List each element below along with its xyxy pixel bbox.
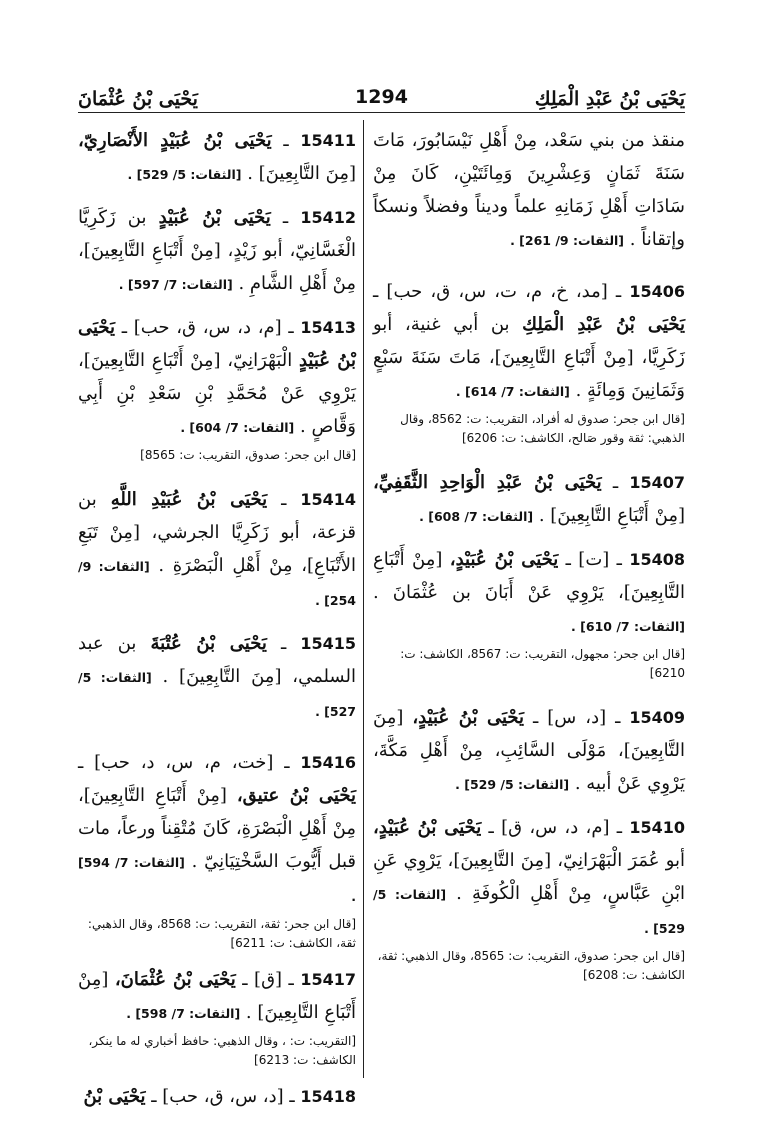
entry-number: 15406	[629, 282, 685, 301]
entry-text: بن قزعة، أبو زَكَرِيَّا الجرشي، [مِنْ تَبَعِ الأَتْبَاعِ]، مِنْ أَهْلِ الْبَصْرَةِ .	[78, 489, 356, 576]
entry-name: يَحْيَى بْنُ	[83, 1086, 146, 1107]
entry-number: 15408	[629, 550, 685, 569]
entry-text: [مِنْ أَتْبَاعِ التَّابِعِينَ] .	[538, 505, 685, 526]
entry-code: ـ [ت] ـ	[558, 549, 630, 570]
entry-15409	[373, 701, 685, 801]
thiqat-ref: [الثقات: 5/ 529] .	[455, 777, 570, 792]
thiqat-ref: [الثقات: 9/ 261] .	[510, 233, 625, 248]
entry-15418	[78, 1080, 356, 1113]
thiqat-ref: [الثقات: 9/ 254] .	[78, 559, 356, 608]
running-title-left: يَحْيَى بْنُ عُثْمَانَ	[78, 88, 198, 110]
entry-number: 15412	[300, 208, 356, 227]
entry-code: ـ	[601, 472, 630, 493]
entry-code: ـ [مد، خ، م، ت، س، ق، حب] ـ	[373, 281, 630, 302]
entry-continuation	[373, 124, 685, 257]
entry-note: [قال ابن جحر: مجهول، التقريب: ت: 8567، الكاشف: ت: 6210]	[400, 647, 685, 680]
entry-code: ـ [ق] ـ	[235, 969, 301, 990]
entry-text: أبو عُمَرَ الْبَهْرَانِيّ، [مِنَ التَّابِعِينَ]، يَرْوِي عَنِ ابْنِ عَبَّاسٍ، مِنْ أَهْلِ الْكُوفَةِ .	[373, 850, 685, 904]
entry-15416	[78, 746, 356, 953]
thiqat-ref: [الثقات: 7/ 608] .	[419, 509, 534, 524]
entry-code: ـ	[267, 489, 301, 510]
entry-15417	[78, 963, 356, 1070]
entry-name: يَحْيَى بْنُ عُبَيْدِ اللَّهِ	[110, 489, 268, 510]
page-number: 1294	[355, 86, 408, 108]
entry-name: يَحْيَى بْنُ عُتْبَةَ	[150, 633, 267, 654]
entry-code: ـ	[266, 633, 301, 654]
entry-code: ـ [د، س] ـ	[524, 707, 630, 728]
entry-code: ـ	[270, 207, 301, 228]
thiqat-ref: [الثقات: 7/ 614] .	[455, 384, 570, 399]
entry-15410	[373, 811, 685, 985]
entry-note: [قال ابن جحر: صدوق، التقريب: ت: 8565]	[140, 448, 356, 462]
entry-name: يَحْيَى بْنُ عُبَيْدٍ	[78, 317, 357, 371]
entry-15408	[373, 543, 685, 683]
entry-text: [مِنْ أَتْبَاعِ التَّابِعِينَ]، مِنْ أَهْلِ الْبَصْرَةِ، كَانَ مُتْقِناً ورعاً، مات قبل أَيُّوبَ السَّخْتِيَانِيّ .	[78, 785, 356, 872]
entry-note: [قال ابن جحر: صدوق، التقريب: ت: 8565، وقال الذهبي: ثقة، الكاشف: ت: 6208]	[377, 949, 685, 982]
thiqat-ref: [الثقات: 7/ 610] .	[571, 619, 685, 634]
entry-number: 15413	[300, 318, 356, 337]
entry-name: يَحْيَى بْنُ عتيق،	[236, 785, 356, 806]
entry-15411	[78, 124, 356, 191]
entry-text: الْبَهْرَانِيّ، [مِنْ أَتْبَاعِ التَّابِعِينَ]، يَرْوِي عَنْ مُحَمَّدِ بْنِ سَعْدِ بْنِ أَبِي وَقَّاصٍ .	[78, 350, 356, 437]
entry-name: يَحْيَى بْنُ عُبَيْدٍ،	[449, 549, 559, 570]
entry-15407	[373, 466, 685, 533]
entry-text: منقذ من بني سَعْد، مِنْ أَهْلِ نَيْسَابُورَ، مَاتَ سَنَةَ ثَمَانٍ وَعِشْرِينَ وَمِائَتَيْنِ، كَانَ مِنْ سَادَاتِ أَهْلِ زَمَانِهِ علماً وديناً وفضلاً ونسكاً وإتقاناً .	[373, 130, 685, 250]
entry-note: [التقريب: ت: ، وقال الذهبي: حافظ أخباري له ما ينكر، الكاشف: ت: 6213]	[88, 1034, 356, 1067]
entry-number: 15415	[300, 634, 357, 653]
entry-code: ـ [د، س، ق، حب] ـ	[145, 1086, 301, 1107]
entry-15412	[78, 201, 356, 301]
entry-number: 15407	[629, 473, 686, 492]
entry-text: [مِنَ التَّابِعِينَ] .	[247, 163, 356, 184]
entry-number: 15410	[629, 818, 686, 837]
thiqat-ref: [الثقات: 7/ 598] .	[126, 1006, 241, 1021]
thiqat-ref: [الثقات: 5/ 527] .	[78, 670, 356, 719]
column-divider	[363, 120, 364, 1078]
entry-name: يَحْيَى بْنُ عُبَيْدٍ،	[373, 817, 482, 838]
entry-code: ـ [خت، م، س، د، حب] ـ	[78, 752, 301, 773]
entry-15413	[78, 311, 356, 465]
entry-code: ـ	[271, 130, 301, 151]
entry-name: يَحْيَى بْنُ عُبَيْدٍ،	[412, 707, 525, 728]
entry-text: [مِنَ التَّابِعِينَ]، مَوْلَى السَّائِبِ، مِنْ أَهْلِ مَكَّةَ، يَرْوِي عَنْ أبيه .	[373, 707, 685, 794]
entry-text: [مِنْ أَتْبَاعِ التَّابِعِينَ] .	[78, 969, 356, 1023]
entry-number: 15414	[300, 490, 357, 509]
entry-name: يَحْيَى بْنُ عَبْدِ الْوَاحِدِ الثَّقَفِيِّ،	[373, 472, 602, 493]
entry-15414	[78, 483, 356, 617]
entry-number: 15409	[629, 708, 686, 727]
entry-text: بن عبد السلمي، [مِنَ التَّابِعِينَ] .	[78, 633, 356, 687]
entry-name: يَحْيَى بْنُ عُبَيْدٍ	[158, 207, 271, 228]
entry-number: 15417	[300, 970, 356, 989]
thiqat-ref: [الثقات: 5/ 529] .	[127, 167, 242, 182]
header-rule	[78, 112, 685, 113]
entry-number: 15411	[300, 131, 357, 150]
thiqat-ref: [الثقات: 7/ 597] .	[118, 277, 233, 292]
entry-text: بن أبي غنية، أبو زَكَرِيَّا، [مِنْ أَتْبَاعِ التَّابِعِينَ]، مَاتَ سَنَةَ سَبْعٍ وَثَمَانِينَ وَمِائَةٍ .	[373, 314, 685, 401]
entry-text: بن زَكَرِيَّا الْغَسَّانِيّ، أبو زَيْدٍ، [مِنْ أَتْبَاعِ التَّابِعِينَ]، مِنْ أَهْلِ الشَّامِ .	[78, 207, 356, 294]
right-column	[373, 124, 685, 995]
entry-text: [مِنْ أَتْبَاعِ التَّابِعِينَ]، يَرْوِي عَنْ أَبَانَ بن عُثْمَانَ .	[373, 549, 685, 603]
entry-15415	[78, 627, 356, 728]
entry-code: ـ [م، د، س، ق، حب] ـ	[115, 317, 301, 338]
running-title-right: يَحْيَى بْنُ عَبْدِ الْمَلِكِ	[534, 88, 685, 110]
entry-name: يَحْيَى بْنُ عُبَيْدٍ الأَنْصَارِيّ،	[78, 130, 272, 151]
thiqat-ref: [الثقات: 7/ 594] .	[78, 855, 356, 904]
thiqat-ref: [الثقات: 7/ 604] .	[180, 420, 295, 435]
entry-name: يَحْيَى بْنُ عُثْمَانَ،	[114, 969, 236, 990]
entry-number: 15418	[300, 1087, 356, 1106]
entry-number: 15416	[300, 753, 356, 772]
entry-note: [قال ابن جحر: صدوق له أفراد، التقريب: ت: 8562، وقال الذهبي: ثقة وقور صَالح، الكاشف: ت: 6206]	[400, 412, 685, 445]
entry-note: [قال ابن جحر: ثقة، التقريب: ت: 8568، وقال الذهبي: ثقة، الكاشف: ت: 6211]	[87, 917, 356, 950]
entry-15406	[373, 275, 685, 448]
entry-name: يَحْيَى بْنُ عَبْدِ الْمَلِكِ	[522, 314, 685, 335]
thiqat-ref: [الثقات: 5/ 529] .	[373, 887, 685, 936]
left-column	[78, 124, 356, 1123]
entry-code: ـ [م، د، س، ق] ـ	[481, 817, 630, 838]
